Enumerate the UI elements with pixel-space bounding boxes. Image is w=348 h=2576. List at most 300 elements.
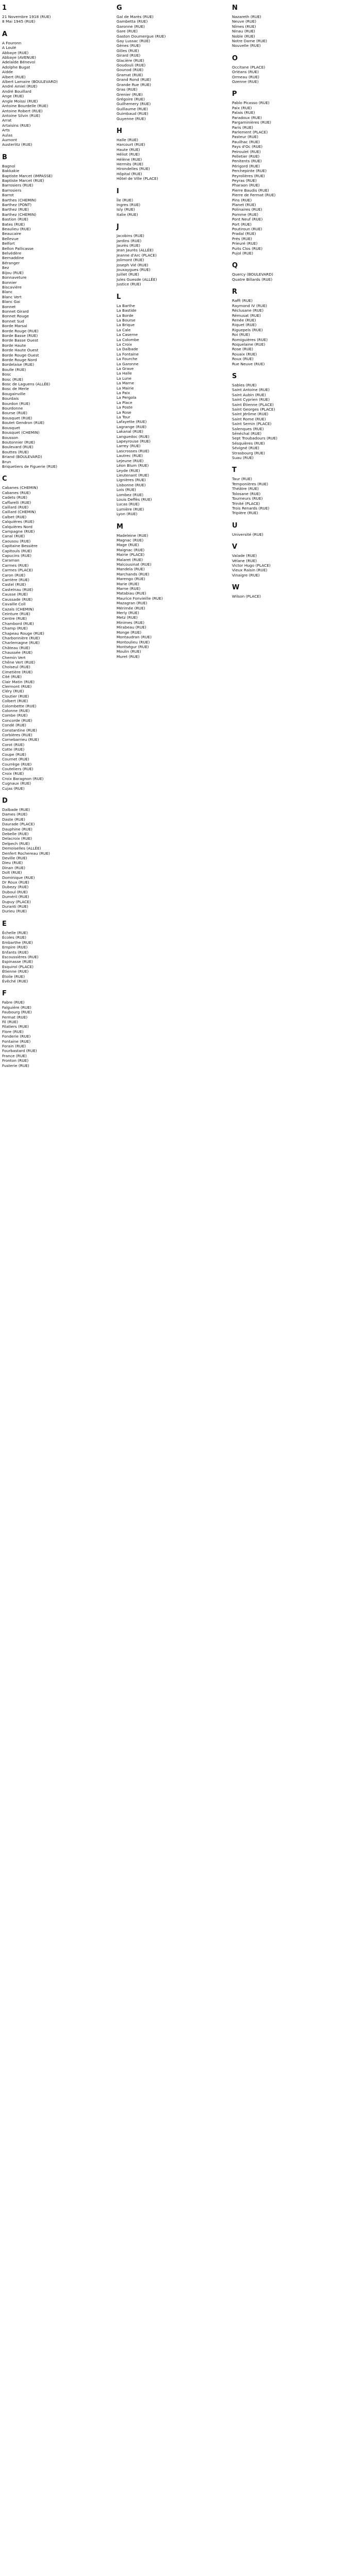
street-entry: Cabanes (CHEMIN): [2, 485, 38, 490]
street-entry: La Pergola: [117, 395, 137, 400]
street-entry: Larrey (RUE): [117, 444, 141, 449]
street-entry: Corbières (RUE): [2, 733, 32, 738]
street-entry: Barthez (RUE): [2, 207, 29, 212]
street-entry: Fronton (RUE): [2, 1058, 29, 1063]
street-entry: Fabre (RUE): [2, 1000, 25, 1005]
street-entry: Bonnet: [2, 304, 16, 309]
street-entry: Deville (RUE): [2, 856, 27, 860]
street-entry: Borde Rouge (RUE): [2, 328, 39, 333]
street-entry: Cléry (RUE): [2, 689, 24, 694]
street-entry: Denfert Rochereau (RUE): [2, 851, 50, 856]
street-entry: Beaucaire: [2, 231, 21, 236]
street-entry: Hélène (RUE): [117, 157, 142, 162]
street-entry: Évêché (RUE): [2, 978, 28, 984]
street-entry: Filatiers (RUE): [2, 1024, 29, 1029]
street-entry: Nîmes (RUE): [232, 24, 256, 29]
street-entry: Wilson (PLACE): [232, 594, 261, 599]
street-entry: Bousquet (RUE): [2, 415, 32, 420]
street-entry: Borde Basse (RUE): [2, 333, 38, 338]
street-entry: Madeleine (RUE): [117, 533, 148, 538]
street-entry: Jules Guesde (ALLÉE): [117, 277, 157, 282]
street-entry: Leyde (RUE): [117, 468, 140, 473]
street-entry: Caraman: [2, 558, 20, 563]
street-entry: Paris (RUE): [232, 125, 253, 130]
street-entry: Riquet (RUE): [232, 323, 257, 328]
street-entry: Centre (RUE): [2, 616, 27, 621]
street-entry: Borde Haute Ouest: [2, 348, 39, 353]
street-entry: Guimbaud (RUE): [117, 111, 148, 116]
street-entry: Courrège (RUE): [2, 761, 32, 767]
street-entry: Couteliers (RUE): [2, 766, 34, 771]
street-entry: Guilhemery (RUE): [117, 101, 151, 107]
street-entry: Gènes (RUE): [117, 43, 141, 48]
street-entry: Borde Haute: [2, 343, 26, 348]
street-entry: Pradal (RUE): [232, 231, 256, 236]
street-entry: Château (RUE): [2, 645, 30, 650]
street-entry: Baptiste Marcet (RUE): [2, 178, 44, 183]
section-letter: B: [2, 153, 7, 161]
street-entry: Cugnaux (RUE): [2, 781, 31, 786]
street-entry: Boulevard (RUE): [2, 445, 34, 450]
street-entry: Hôpital (RUE): [117, 171, 142, 176]
street-entry: Languedoc (RUE): [117, 434, 150, 439]
street-entry: Rémusat (RUE): [232, 313, 261, 318]
street-entry: Cité (RUE): [2, 674, 22, 680]
street-entry: Béranger: [2, 260, 20, 265]
street-entry: Antoine Bourdelle (RUE): [2, 104, 48, 109]
street-entry: La Grave: [117, 366, 134, 371]
street-entry: Lapeyrouse (RUE): [117, 439, 151, 444]
street-entry: Bagnol: [2, 163, 15, 168]
street-entry: Jaurès (RUE): [117, 243, 140, 248]
street-entry: Lombez (RUE): [117, 492, 144, 497]
street-entry: Riguepels (RUE): [232, 327, 263, 332]
street-entry: Gay Lussac (RUE): [117, 39, 151, 44]
street-entry: Mirabeau (RUE): [117, 625, 146, 630]
street-entry: Poutiroun (RUE): [232, 227, 262, 232]
street-entry: Croix (RUE): [2, 771, 24, 776]
street-entry: Daurade (PLACE): [2, 822, 35, 827]
street-entry: Mérimée (RUE): [117, 605, 145, 611]
street-entry: Sables (RUE): [232, 382, 257, 387]
street-entry: Barrosiers: [2, 188, 22, 193]
street-entry: Chapeau Rouge (RUE): [2, 631, 44, 636]
street-entry: Bijou (RUE): [2, 270, 24, 275]
street-entry: Delacroix (RUE): [2, 836, 32, 841]
street-entry: Grande Rue (RUE): [117, 82, 151, 87]
street-entry: Saint Georges (PLACE): [232, 407, 275, 412]
street-entry: Muret (RUE): [117, 654, 140, 659]
street-entry: La Halle: [117, 371, 132, 376]
street-entry: Palais (RUE): [232, 110, 255, 115]
street-entry: Caillard (RUE): [2, 504, 29, 510]
street-entry: Moulin (RUE): [117, 649, 141, 654]
street-entry: La Bourse: [117, 317, 136, 323]
street-entry: Canal (RUE): [2, 534, 25, 539]
street-entry: Concorde (RUE): [2, 718, 32, 723]
street-entry: Mairie (PLACE): [117, 552, 145, 557]
street-entry: Pauilhac (RUE): [232, 139, 260, 144]
street-entry: Tripière (RUE): [232, 511, 258, 516]
street-entry: Fonderie (RUE): [2, 1034, 31, 1039]
street-entry: Pelletier (RUE): [232, 154, 260, 159]
street-entry: Renée (RUE): [232, 317, 256, 323]
street-entry: Chêne Vert (RUE): [2, 659, 36, 665]
street-entry: Lyon (RUE): [117, 512, 138, 517]
street-entry: Salenques (RUE): [232, 426, 264, 431]
street-entry: Clair Matin (RUE): [2, 679, 35, 684]
street-entry: Daste (RUE): [2, 817, 25, 822]
street-entry: Tourneurs (RUE): [232, 496, 263, 501]
street-entry: Bastion (RUE): [2, 217, 28, 222]
street-entry: Demoiselles (ALLÉE): [2, 846, 41, 851]
street-entry: La Barthe: [117, 303, 135, 308]
street-entry: La Croix: [117, 342, 132, 347]
street-entry: Calquières Nord: [2, 524, 32, 529]
street-entry: Croix Baragnon (RUE): [2, 776, 44, 781]
section-letter: M: [117, 522, 123, 531]
street-entry: Fontaine (RUE): [2, 1039, 31, 1044]
street-entry: Antoine Silvin (RUE): [2, 113, 41, 118]
street-entry: La Caserne: [117, 332, 138, 337]
street-entry: Lascrosses (RUE): [117, 448, 150, 453]
street-entry: Bakkakie: [2, 168, 20, 174]
street-entry: Delpech (RUE): [2, 841, 30, 846]
street-entry: Abbaye (RUE): [2, 50, 29, 55]
street-entry: Boulle (RUE): [2, 367, 26, 372]
street-entry: Merly (RUE): [117, 611, 139, 616]
street-entry: Albert Lamaire (BOULEVARD): [2, 79, 58, 84]
street-entry: Lisbonne (RUE): [117, 482, 146, 487]
street-entry: Université (RUE): [232, 532, 263, 537]
section-letter: P: [232, 90, 237, 98]
street-entry: Arrat: [2, 118, 12, 123]
street-entry: Raymond IV (RUE): [232, 303, 267, 308]
street-entry: Pomme (RUE): [232, 212, 258, 217]
street-entry: Bousquet: [2, 425, 20, 430]
street-entry: Mandela (RUE): [117, 567, 145, 572]
street-entry: Parlement (PLACE): [232, 129, 268, 134]
street-entry: Colombette (RUE): [2, 703, 37, 708]
street-entry: Lagrange (RUE): [117, 424, 147, 429]
street-entry: Ninau (RUE): [232, 29, 255, 34]
street-entry: Noble (RUE): [232, 33, 255, 39]
section-letter: D: [2, 796, 8, 805]
street-entry: Orléans (RUE): [232, 70, 259, 75]
street-entry: Charlemagne (RUE): [2, 640, 40, 646]
street-entry: Barthes (CHEMIN): [2, 197, 37, 202]
street-entry: Bougainville: [2, 391, 26, 396]
street-entry: Dolt (RUE): [2, 870, 22, 875]
street-entry: Peyras (RUE): [232, 178, 257, 183]
street-entry: Campagne (RUE): [2, 529, 35, 534]
street-entry: Bonnet Sud: [2, 318, 24, 324]
street-entry: Paradoux (RUE): [232, 115, 262, 120]
street-entry: Lakanal (RUE): [117, 429, 143, 434]
street-entry: Briand (BOULEVARD): [2, 454, 42, 460]
street-entry: Saint Aubin (RUE): [232, 392, 266, 397]
section-letter: Q: [232, 262, 238, 270]
street-entry: Malaret (RUE): [117, 557, 143, 562]
street-entry: Étienne (RUE): [2, 969, 29, 974]
street-entry: Nazareth (RUE): [232, 14, 261, 19]
street-entry: Baptiste Marcet (IMPASSE): [2, 173, 53, 178]
street-entry: Magnac (RUE): [117, 537, 144, 543]
section-letter: A: [2, 30, 8, 38]
street-entry: Cujas (RUE): [2, 786, 25, 791]
street-entry: Ingres (RUE): [117, 202, 141, 207]
street-entry: Notre Dame (RUE): [232, 39, 268, 44]
street-entry: Coupe (RUE): [2, 752, 26, 757]
street-entry: Matabiau (RUE): [117, 591, 146, 596]
street-entry: Colonne (RUE): [2, 708, 30, 714]
street-entry: Bosc (RUE): [2, 377, 23, 382]
street-entry: Hermès (RUE): [117, 161, 143, 166]
street-entry: Aumont: [2, 137, 18, 142]
index-column-3: [232, 3, 335, 599]
street-entry: 8 Mai 1945 (RUE): [2, 19, 36, 24]
street-entry: Lucas (RUE): [117, 502, 140, 507]
street-entry: Enfants (RUE): [2, 950, 29, 955]
street-entry: La Lune: [117, 376, 131, 381]
street-entry: Barrosiers (RUE): [2, 183, 34, 188]
street-entry: Quercy (BOULEVARD): [232, 272, 273, 277]
street-entry: Gilles (RUE): [117, 48, 139, 53]
street-entry: Causse (RUE): [2, 592, 28, 597]
street-entry: Prés (RUE): [232, 236, 252, 241]
street-entry: Tolosane (RUE): [232, 491, 261, 496]
street-entry: Cabanes (RUE): [2, 490, 31, 495]
street-entry: Bousson: [2, 435, 19, 440]
street-entry: Castelnau (RUE): [2, 587, 34, 592]
street-entry: Dinan (RUE): [2, 865, 25, 870]
street-entry: Blanc Gai: [2, 299, 21, 304]
street-entry: Perchepinte (RUE): [232, 168, 267, 174]
street-entry: Abbaye (AVENUE): [2, 55, 36, 60]
street-entry: Hirondelles (RUE): [117, 166, 150, 172]
street-entry: Peyrolières (RUE): [232, 173, 265, 178]
street-entry: Peiroulet (RUE): [232, 149, 261, 154]
street-entry: Roux (RUE): [232, 357, 254, 362]
street-entry: Héliot (RUE): [117, 152, 140, 157]
street-entry: Italie (RUE): [117, 212, 138, 217]
street-entry: Arts: [2, 128, 10, 133]
street-entry: Flore (RUE): [2, 1029, 24, 1034]
street-entry: Dubezy (RUE): [2, 885, 29, 890]
street-entry: Metz (RUE): [117, 615, 138, 620]
street-entry: Biscavière: [2, 284, 22, 290]
street-entry: Raffi (RUE): [232, 298, 253, 303]
street-entry: Espinasse (RUE): [2, 959, 34, 964]
street-entry: Barthez (PONT): [2, 202, 32, 207]
street-entry: Debelle (RUE): [2, 831, 29, 836]
street-entry: Romiguières (RUE): [232, 337, 268, 342]
street-entry: La Bastide: [117, 308, 137, 313]
street-entry: Dupuy (PLACE): [2, 899, 31, 904]
street-entry: Cornebarrieu (RUE): [2, 737, 39, 742]
street-entry: Vieux Raisin (RUE): [232, 568, 268, 573]
street-entry: Pharaon (RUE): [232, 183, 260, 188]
street-entry: La Paix: [117, 391, 130, 395]
street-entry: Pierre Baudis (RUE): [232, 188, 269, 193]
street-entry: Lumière (RUE): [117, 506, 144, 512]
street-entry: Dieu (RUE): [2, 860, 23, 866]
street-entry: Embarthe (RUE): [2, 940, 33, 945]
street-entry: Borde Rouge Nord: [2, 358, 37, 362]
street-entry: La Borde: [117, 313, 134, 318]
street-entry: Taur (RUE): [232, 477, 252, 482]
street-entry: Cournet (RUE): [2, 757, 29, 762]
street-entry: Faubourg (RUE): [2, 1010, 32, 1015]
street-entry: Saint Antoine (RUE): [232, 387, 270, 393]
street-entry: Ormeau (RUE): [232, 74, 260, 79]
street-entry: Suau (RUE): [232, 455, 254, 461]
street-entry: Belfort: [2, 241, 15, 246]
street-entry: Calbet (RUE): [2, 514, 27, 519]
street-entry: Pont Neuf (RUE): [232, 217, 263, 222]
street-entry: Carmes (RUE): [2, 563, 29, 568]
street-entry: Marne (RUE): [117, 586, 141, 591]
street-entry: Maignac (RUE): [117, 547, 145, 552]
street-entry: Chaussée (RUE): [2, 650, 33, 655]
street-entry: Corot (RUE): [2, 742, 25, 747]
street-entry: Grégoire (RUE): [117, 96, 145, 101]
street-entry: Bernaddine: [2, 256, 24, 261]
street-entry: Borde Marsal: [2, 324, 27, 329]
street-entry: Pargaminières (RUE): [232, 120, 271, 125]
street-entry: Barrot: [2, 193, 14, 198]
section-letter: F: [2, 990, 7, 998]
street-entry: Grand Rond (RUE): [117, 77, 152, 82]
street-entry: Bourse (RUE): [2, 411, 28, 416]
street-entry: Girard (RUE): [117, 53, 141, 58]
street-entry: A Loulé: [2, 45, 16, 50]
street-entry: Glacière (RUE): [117, 58, 144, 63]
street-entry: Capitouls (RUE): [2, 548, 32, 553]
street-entry: Haute (RUE): [117, 147, 140, 152]
street-entry: Pablo Picasso (RUE): [232, 100, 270, 106]
street-entry: A Fouronn: [2, 40, 22, 45]
street-entry: Isly (RUE): [117, 207, 135, 212]
street-entry: Harcourt (RUE): [117, 142, 145, 147]
street-entry: Ozenne (RUE): [232, 79, 259, 84]
street-entry: Minimes (RUE): [117, 620, 145, 625]
street-entry: Bonnet Girard: [2, 309, 29, 314]
street-entry: Justice (RUE): [117, 282, 141, 287]
street-entry: Montaudran (RUE): [117, 635, 152, 640]
street-entry: Nouvelle (RUE): [232, 43, 261, 48]
street-entry: Caousou (RUE): [2, 538, 31, 544]
street-entry: La Fontaine: [117, 351, 139, 357]
street-entry: Paix (RUE): [232, 105, 252, 110]
street-entry: Trinité (PLACE): [232, 501, 260, 506]
street-entry: Gare (RUE): [117, 29, 138, 34]
street-entry: 21 Novembre 1918 (RUE): [2, 14, 51, 19]
street-entry: Bellevue: [2, 236, 19, 241]
street-entry: Sévigné (RUE): [232, 446, 259, 451]
street-entry: Escoussières (RUE): [2, 954, 39, 959]
street-entry: Jean Jaurès (ALLÉE): [117, 248, 154, 253]
street-entry: Neuve (RUE): [232, 19, 257, 24]
street-entry: Roi (RUE): [232, 332, 250, 337]
street-entry: Calquières (RUE): [2, 519, 35, 524]
street-entry: La Brique: [117, 323, 135, 328]
section-letter: G: [117, 4, 122, 12]
street-entry: Gal de Marès (RUE): [117, 14, 154, 19]
street-entry: Bordelaise (RUE): [2, 362, 35, 367]
street-entry: Rouaix (RUE): [232, 351, 257, 357]
street-entry: Ange (RUE): [2, 94, 24, 99]
street-entry: Hôtel de Ville (PLACE): [117, 176, 158, 181]
street-entry: Cazals (CHEMIN): [2, 606, 34, 612]
street-entry: Dames (RUE): [2, 812, 28, 817]
street-entry: Planet (RUE): [232, 202, 256, 207]
section-letter: W: [232, 584, 240, 592]
street-entry: Louis Deffès (RUE): [117, 497, 152, 502]
street-entry: La Marne: [117, 381, 135, 386]
street-entry: Vinaigre (RUE): [232, 572, 260, 578]
street-entry: Rue Neuve (RUE): [232, 361, 265, 366]
street-entry: Duranti (RUE): [2, 904, 28, 909]
street-entry: Forain (RUE): [2, 1044, 26, 1048]
street-entry: La Fourche: [117, 357, 138, 362]
street-entry: Blanc: [2, 290, 13, 295]
street-entry: Cloutier (RUE): [2, 693, 29, 699]
street-entry: Halle (RUE): [117, 137, 139, 142]
section-letter: H: [117, 127, 122, 135]
street-entry: Fusterie (RUE): [2, 1063, 29, 1068]
street-entry: Capitaine Bessière: [2, 544, 38, 549]
street-entry: Pujol (RUE): [232, 251, 253, 256]
street-entry: Marie (RUE): [117, 581, 139, 586]
street-entry: Lafayette (RUE): [117, 419, 147, 425]
street-entry: Bosc de Laguens (ALLÉE): [2, 382, 51, 387]
street-entry: Marengo (RUE): [117, 577, 145, 582]
street-entry: Juillet (RUE): [117, 272, 139, 277]
street-entry: Dominique (RUE): [2, 875, 35, 880]
street-entry: Jeanne d'Arc (PLACE): [117, 252, 157, 258]
street-entry: La Tour: [117, 415, 130, 420]
street-entry: Port (RUE): [232, 222, 252, 227]
street-entry: Constantine (RUE): [2, 727, 37, 733]
index-column-1: [2, 3, 105, 1068]
street-entry: Quatre Billards (RUE): [232, 277, 273, 282]
street-entry: Duméril (RUE): [2, 894, 29, 900]
street-entry: Étoile (RUE): [2, 974, 25, 979]
street-entry: Condé (RUE): [2, 723, 26, 728]
section-letter: U: [232, 521, 238, 530]
street-entry: Fourbastard (RUE): [2, 1048, 37, 1054]
street-entry: Roquelaine (RUE): [232, 342, 266, 347]
street-entry: Caussade (RUE): [2, 597, 33, 602]
street-entry: Bonnet Rouge: [2, 314, 29, 319]
street-entry: Cadets (RUE): [2, 495, 28, 500]
section-letter: O: [232, 54, 238, 62]
street-entry: Guillaume (RUE): [117, 106, 148, 111]
street-entry: Sept Troubadours (RUE): [232, 436, 278, 441]
street-entry: Rose (RUE): [232, 347, 254, 352]
street-entry: La Dalbade: [117, 347, 138, 352]
street-entry: Beaulieu (RUE): [2, 227, 31, 232]
street-entry: Bourdonne: [2, 406, 23, 411]
street-entry: Jardins (RUE): [117, 238, 142, 243]
street-entry: Castel (RUE): [2, 582, 26, 587]
street-entry: Angle Moissi (RUE): [2, 98, 38, 104]
section-letter: S: [232, 372, 237, 380]
street-entry: Cotte (RUE): [2, 747, 25, 752]
street-entry: Cimetière (RUE): [2, 669, 33, 674]
street-entry: Bosc de Merle: [2, 386, 29, 392]
